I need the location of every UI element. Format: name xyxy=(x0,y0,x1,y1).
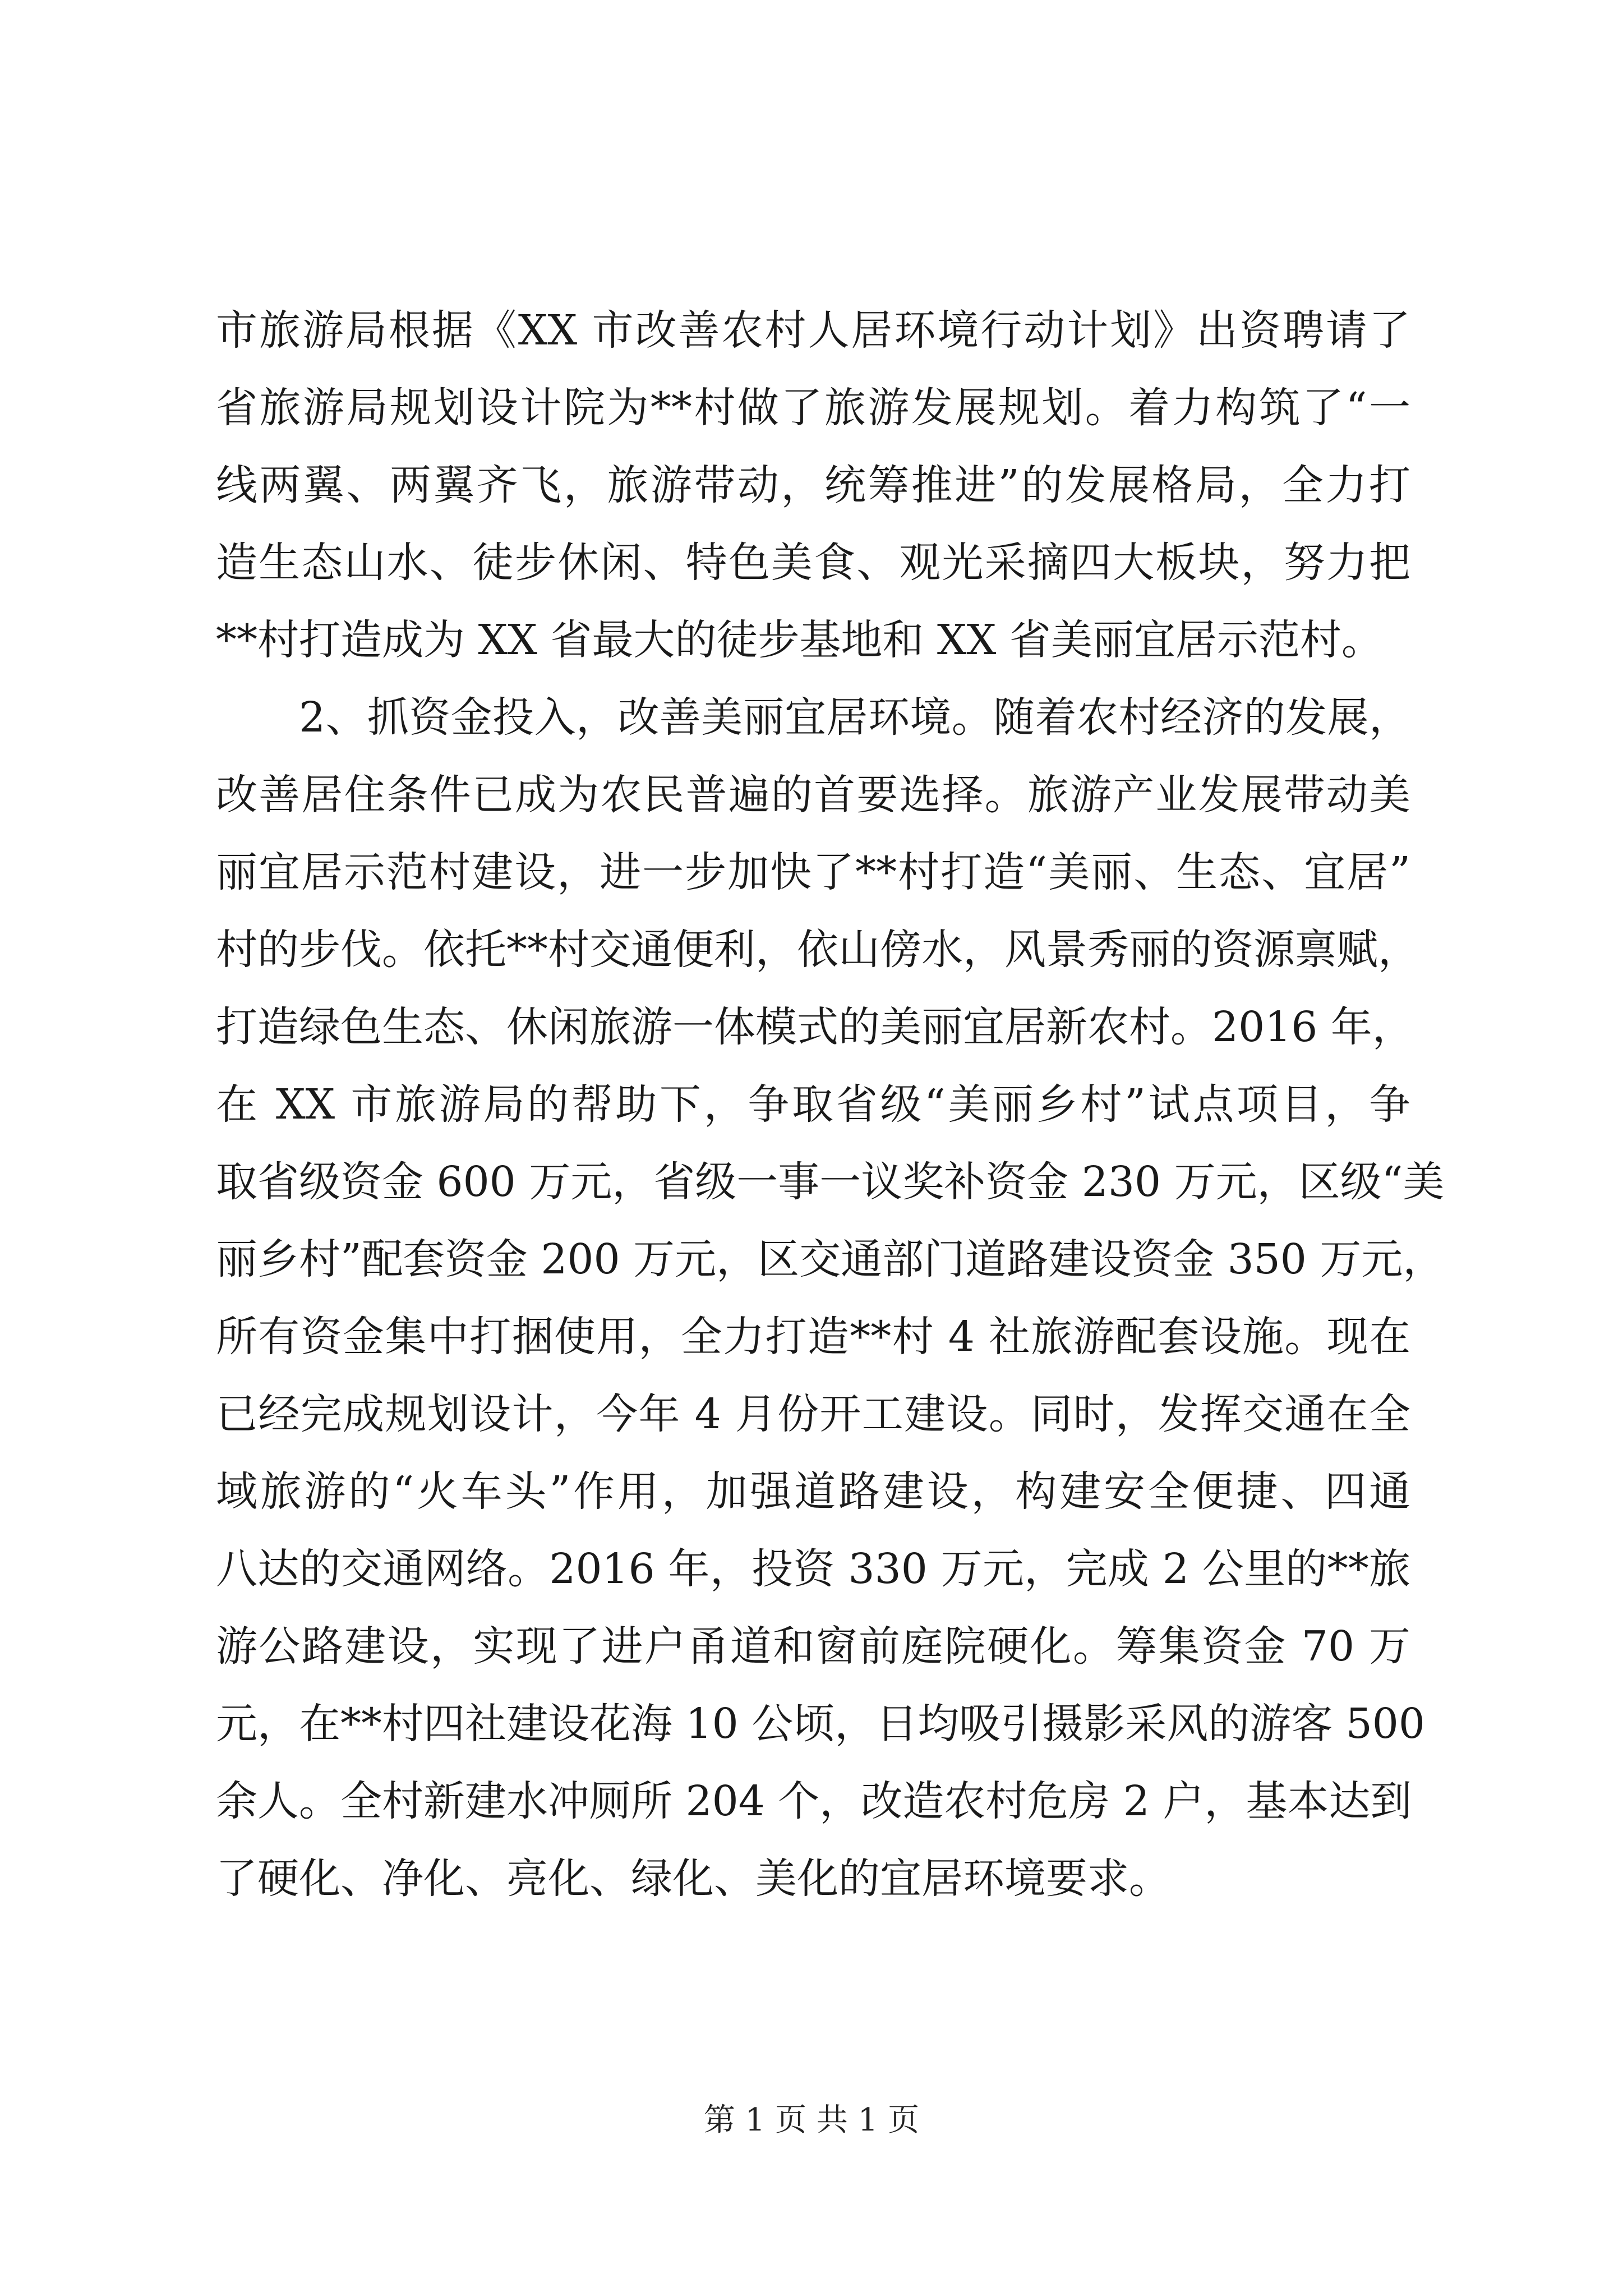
document-body xyxy=(216,292,1445,1917)
text-line: 市旅游局根据《XX 市改善农村人居环境行动计划》出资聘请了 xyxy=(216,306,1410,355)
text-line: 丽乡村”配套资金 200 万元，区交通部门道路建设资金 350 万元， xyxy=(216,1235,1445,1283)
text-line: 八达的交通网络。2016 年，投资 330 万元，完成 2 公里的**旅 xyxy=(216,1545,1410,1593)
text-line: **村打造成为 XX 省最大的徒步基地和 XX 省美丽宜居示范村。 xyxy=(216,616,1383,664)
text-line: 取省级资金 600 万元，省级一事一议奖补资金 230 万元，区级“美 xyxy=(216,1158,1445,1206)
text-line: 省旅游局规划设计院为**村做了旅游发展规划。着力构筑了“一 xyxy=(216,384,1410,432)
text-line: 在 XX 市旅游局的帮助下，争取省级“美丽乡村”试点项目，争 xyxy=(216,1080,1410,1129)
text-line: 所有资金集中打捆使用，全力打造**村 4 社旅游配套设施。现在 xyxy=(216,1313,1410,1361)
text-line: 余人。全村新建水冲厕所 204 个，改造农村危房 2 户，基本达到 xyxy=(216,1777,1412,1825)
text-line: 打造绿色生态、休闲旅游一体模式的美丽宜居新农村。2016 年， xyxy=(216,1003,1414,1051)
text-line: 线两翼、两翼齐飞，旅游带动，统筹推进”的发展格局，全力打 xyxy=(216,461,1410,509)
text-line: 丽宜居示范村建设，进一步加快了**村打造“美丽、生态、宜居” xyxy=(216,848,1410,896)
text-line: 元，在**村四社建设花海 10 公顷，日均吸引摄影采风的游客 500 xyxy=(216,1700,1425,1748)
page-number-footer: 第 1 页 共 1 页 xyxy=(703,2102,920,2138)
text-line: 改善居住条件已成为农民普遍的首要选择。旅游产业发展带动美 xyxy=(216,771,1410,819)
paragraph-first-line: 2、抓资金投入，改善美丽宜居环境。随着农村经济的发展， xyxy=(299,693,1410,742)
text-line: 游公路建设，实现了进户甬道和窗前庭院硬化。筹集资金 70 万 xyxy=(216,1622,1410,1671)
text-line: 已经完成规划设计，今年 4 月份开工建设。同时，发挥交通在全 xyxy=(216,1390,1410,1438)
text-line: 村的步伐。依托**村交通便利，依山傍水，风景秀丽的资源禀赋， xyxy=(216,926,1419,974)
text-line: 造生态山水、徒步休闲、特色美食、观光采摘四大板块，努力把 xyxy=(216,539,1410,587)
text-line: 域旅游的“火车头”作用，加强道路建设，构建安全便捷、四通 xyxy=(216,1467,1410,1516)
text-line: 了硬化、净化、亮化、绿化、美化的宜居环境要求。 xyxy=(216,1855,1170,1903)
